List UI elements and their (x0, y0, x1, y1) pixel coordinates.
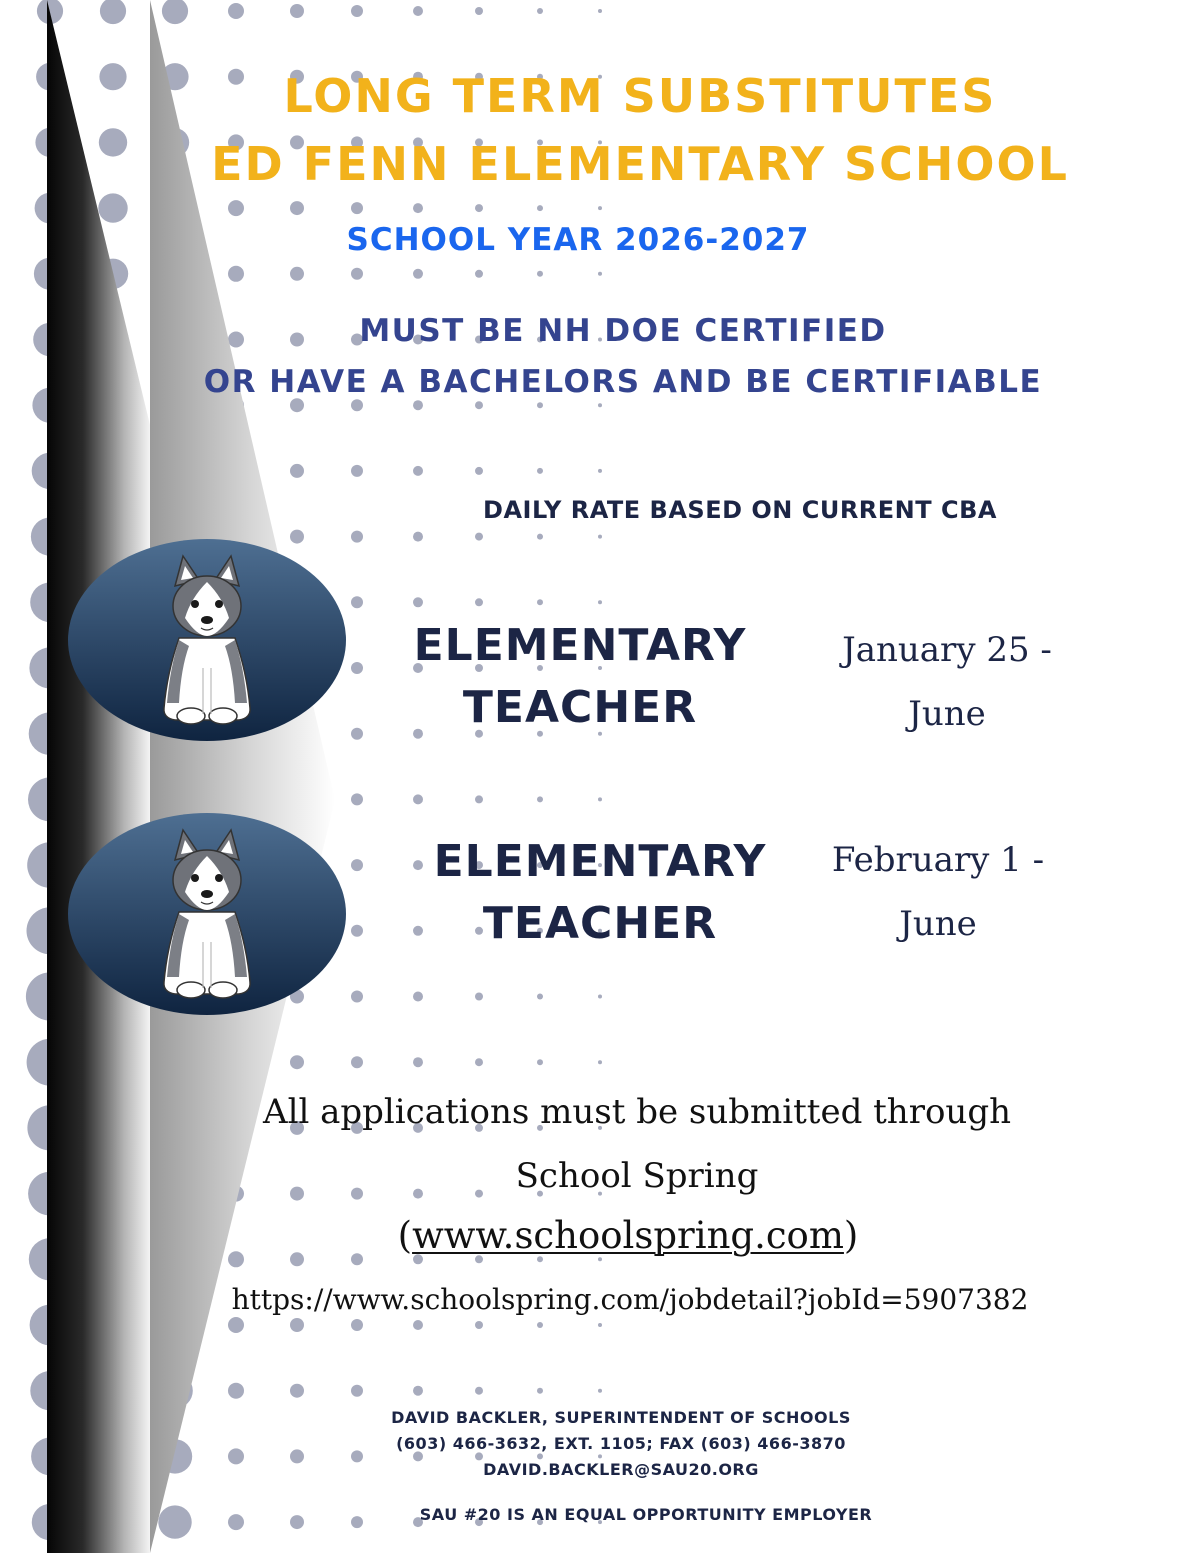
requirement-line-1: MUST BE NH DOE CERTIFIED (359, 313, 887, 349)
position-dates-1-line-2: June (908, 694, 986, 734)
contact-phone: (603) 466-3632, EXT. 1105; FAX (603) 466-3870 (396, 1434, 846, 1453)
contact-email[interactable]: DAVID.BACKLER@SAU20.ORG (483, 1460, 759, 1479)
application-line-2: School Spring (515, 1156, 759, 1196)
contact-block (321, 1405, 921, 1483)
position-title-2-line-1: ELEMENTARY (433, 836, 767, 887)
requirement-line-2: OR HAVE A BACHELORS AND BE CERTIFIABLE (203, 364, 1043, 400)
position-dates-1-line-1: January 25 - (842, 630, 1052, 670)
position-dates-2 (783, 828, 1093, 956)
equal-opportunity-statement: SAU #20 IS AN EQUAL OPPORTUNITY EMPLOYER (419, 1505, 873, 1524)
position-dates-2-line-2: June (899, 904, 977, 944)
contact-name: DAVID BACKLER, SUPERINTENDENT OF SCHOOLS (391, 1408, 851, 1427)
application-instructions (137, 1080, 1137, 1208)
job-detail-link[interactable]: https://www.schoolspring.com/jobdetail?jobId=5907382 (231, 1283, 1029, 1316)
schoolspring-link[interactable]: www.schoolspring.com (412, 1214, 844, 1257)
husky-mascot-icon (67, 812, 347, 1016)
position-title-2 (400, 831, 800, 955)
position-dates-2-line-1: February 1 - (831, 840, 1045, 880)
title-line-2: ED FENN ELEMENTARY SCHOOL (211, 137, 1069, 191)
husky-mascot-icon (67, 538, 347, 742)
certification-requirements (123, 306, 1123, 408)
position-dates-1 (792, 618, 1102, 746)
application-line-1: All applications must be submitted through (263, 1092, 1011, 1132)
school-year: SCHOOL YEAR 2026-2027 (346, 222, 810, 258)
title-line-1: LONG TERM SUBSTITUTES (283, 69, 997, 123)
position-title-1-line-2: TEACHER (462, 682, 698, 733)
schoolspring-site (278, 1214, 978, 1257)
position-title-1-line-1: ELEMENTARY (413, 620, 747, 671)
flyer-title (140, 62, 1140, 198)
daily-rate-note: DAILY RATE BASED ON CURRENT CBA (483, 496, 997, 524)
site-close-paren: ) (843, 1214, 859, 1257)
position-title-1 (380, 615, 780, 739)
position-title-2-line-2: TEACHER (482, 898, 718, 949)
site-open-paren: ( (397, 1214, 413, 1257)
